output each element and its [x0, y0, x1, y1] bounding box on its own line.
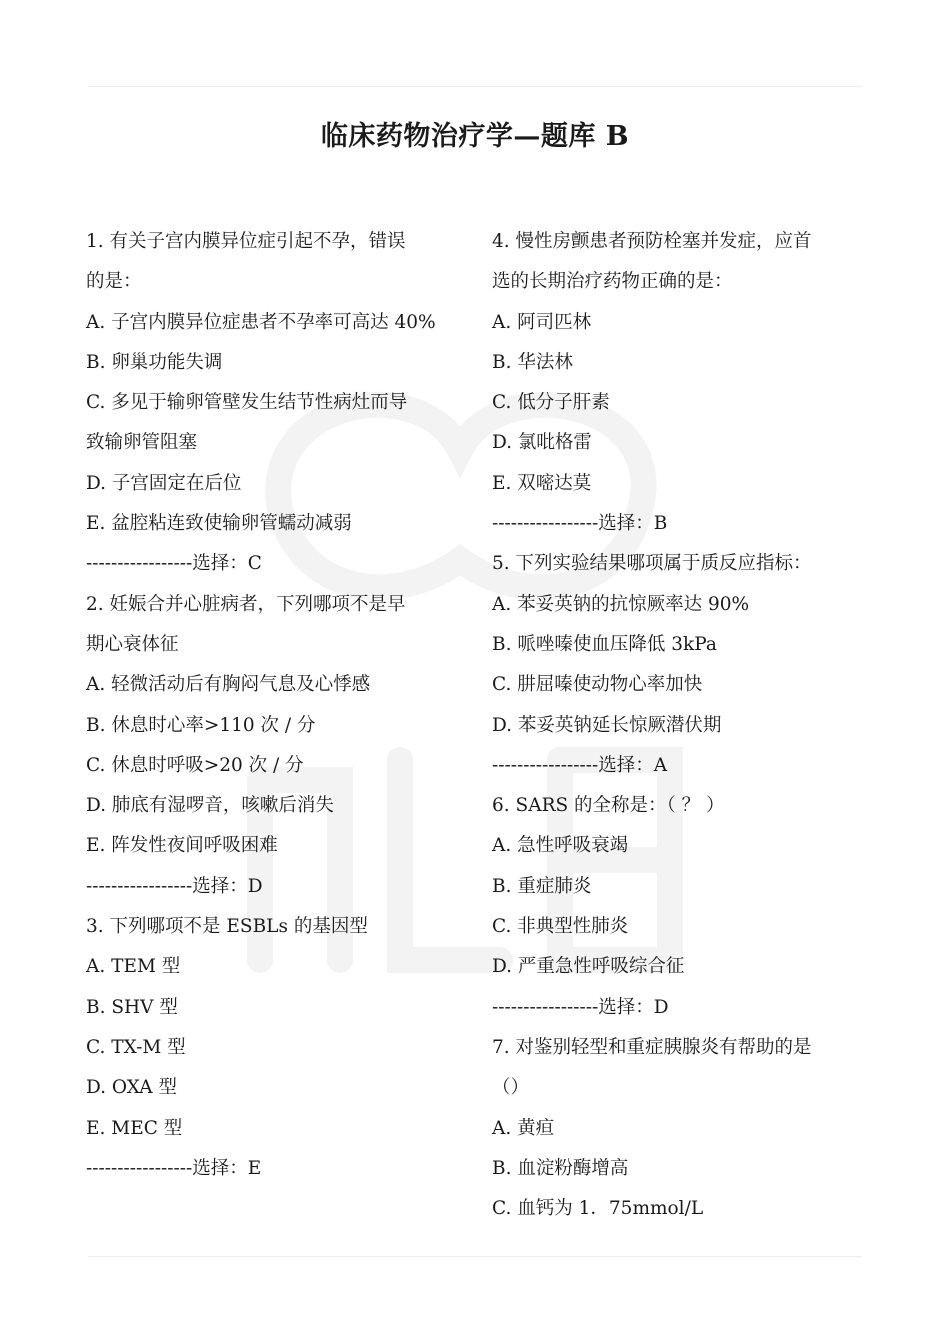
- option-line: E. 双嘧达莫: [492, 472, 592, 494]
- question-line: 的是：: [86, 271, 142, 293]
- option-line: D. 苯妥英钠延长惊厥潜伏期: [492, 714, 722, 736]
- question-line: 2. 妊娠合并心脏病者，下列哪项不是早: [86, 593, 406, 615]
- option-line: A. 轻微活动后有胸闷气息及心悸感: [86, 674, 371, 696]
- option-line: B. 卵巢功能失调: [86, 351, 223, 373]
- option-line: B. 重症肺炎: [492, 875, 592, 897]
- option-line: A. TEM 型: [86, 956, 181, 978]
- option-line: D. 严重急性呼吸综合征: [492, 956, 685, 978]
- option-line: C. 多见于输卵管壁发生结节性病灶而导: [86, 392, 408, 414]
- answer-line: -----------------选择：D: [492, 996, 669, 1018]
- option-line: A. 急性呼吸衰竭: [492, 835, 629, 857]
- option-line: C. 肼屈嗪使动物心率加快: [492, 674, 703, 696]
- question-line: 4. 慢性房颤患者预防栓塞并发症，应首: [492, 231, 812, 252]
- answer-line: -----------------选择：D: [86, 875, 263, 897]
- option-line: C. 血钙为 1．75mmol/L: [492, 1198, 704, 1220]
- option-line: E. 盆腔粘连致使输卵管蠕动减弱: [86, 513, 352, 535]
- option-line: A. 黄疸: [492, 1117, 555, 1139]
- option-line: B. 哌唑嗪使血压降低 3kPa: [492, 633, 717, 655]
- answer-line: -----------------选择：A: [492, 754, 668, 776]
- option-line: E. 阵发性夜间呼吸困难: [86, 835, 278, 857]
- question-line: 1. 有关子宫内膜异位症引起不孕，错误: [86, 231, 406, 252]
- option-line: A. 阿司匹林: [492, 311, 592, 333]
- option-line: C. 非典型性肺炎: [492, 916, 629, 938]
- option-line: A. 子宫内膜异位症患者不孕率可高达 40%: [86, 311, 436, 333]
- option-line: B. 血淀粉酶增高: [492, 1157, 629, 1179]
- option-line: B. SHV 型: [86, 996, 178, 1018]
- answer-line: -----------------选择：E: [86, 1157, 262, 1179]
- left-column: [86, 222, 486, 1189]
- answer-line: -----------------选择：C: [86, 553, 262, 575]
- option-line: A. 苯妥英钠的抗惊厥率达 90%: [492, 593, 750, 615]
- page-title: 临床药物治疗学—题库 B: [320, 121, 630, 152]
- option-line: C. 低分子肝素: [492, 392, 610, 414]
- question-line: 7. 对鉴别轻型和重症胰腺炎有帮助的是: [492, 1036, 812, 1058]
- answer-line: -----------------选择：B: [492, 513, 668, 535]
- question-line: 3. 下列哪项不是 ESBLs 的基因型: [86, 916, 368, 938]
- right-column: [492, 222, 864, 1229]
- option-line: B. 休息时心率>110 次 / 分: [86, 714, 316, 736]
- question-line: 6. SARS 的全称是：（ ？ ）: [492, 795, 725, 817]
- question-line: 选的长期治疗药物正确的是：: [492, 271, 733, 293]
- question-line: 期心衰体征: [86, 633, 179, 655]
- option-line: B. 华法林: [492, 351, 573, 373]
- option-line: D. OXA 型: [86, 1077, 178, 1099]
- question-line: （）: [492, 1077, 530, 1099]
- option-line: D. 子宫固定在后位: [86, 472, 242, 494]
- header-rule: [88, 86, 862, 87]
- option-line: D. 肺底有湿啰音，咳嗽后消失: [86, 795, 334, 817]
- option-line: C. 休息时呼吸>20 次 / 分: [86, 754, 304, 776]
- footer-rule: [88, 1256, 862, 1257]
- question-line: 5. 下列实验结果哪项属于质反应指标：: [492, 553, 812, 575]
- option-line: 致输卵管阻塞: [86, 432, 198, 454]
- option-line: C. TX-M 型: [86, 1036, 186, 1058]
- option-line: E. MEC 型: [86, 1117, 183, 1139]
- option-line: D. 氯吡格雷: [492, 432, 592, 454]
